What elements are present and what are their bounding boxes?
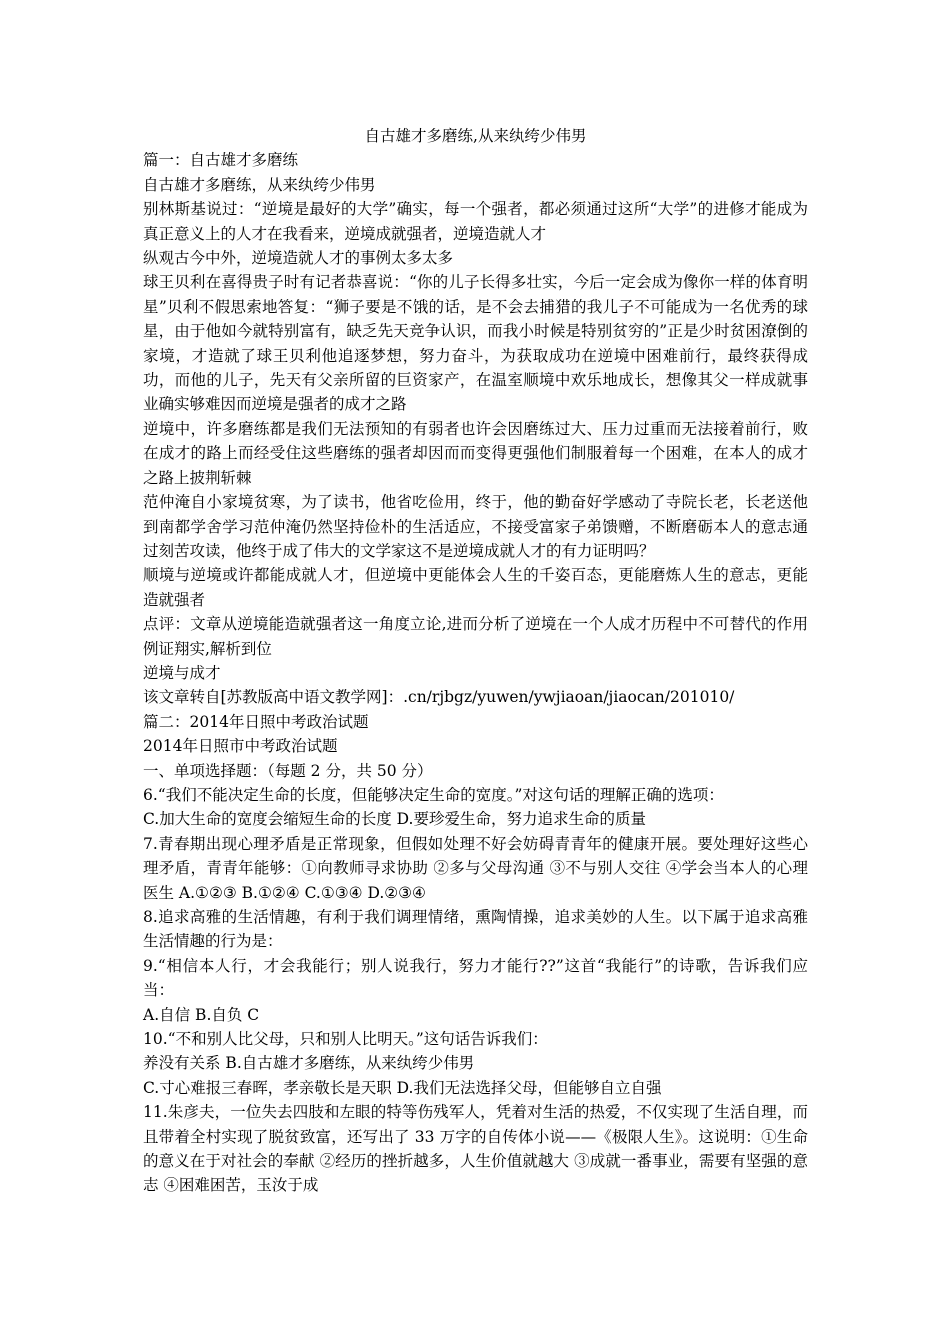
paragraph: 逆境中，许多磨练都是我们无法预知的有弱者也许会因磨练过大、压力过重而无法接着前行，败在成才的路上而经受住这些磨练的强者却因而而变得更强他们制服着每一个困难，在本人的成才之路上披荆斩棘 [143, 419, 808, 487]
question-option: C.寸心难报三春晖，孝亲敬长是天职 D.我们无法选择父母，但能够自立自强 [143, 1078, 662, 1097]
paragraph: 范仲淹自小家境贫寒，为了读书，他省吃俭用，终于，他的勤奋好学感动了寺院长老，长老送他到南都学舍学习范仲淹仍然坚持俭朴的生活适应，不接受富家子弟馈赠，不断磨砺本人的意志通过刻苦攻读，他终于成了伟大的文学家这不是逆境成就人才的有力证明吗？ [143, 493, 808, 560]
question: 7.青春期出现心理矛盾是正常现象，但假如处理不好会妨碍青青年的健康开展。要处理好这些心理矛盾，青青年能够：①向教师寻求协助 ②多与父母沟通 ③不与别人交往 ④学会当本人的心理医生 A.①②③ B.①②④ C.①③④ D.②③④ [143, 834, 808, 902]
question-option: C.加大生命的宽度会缩短生命的长度 D.要珍爱生命，努力追求生命的质量 [143, 810, 646, 829]
document-title: 自古雄才多磨练,从来纨绔少伟男 [364, 127, 587, 145]
paragraph: 球王贝利在喜得贵子时有记者恭喜说：“你的儿子长得多壮实，今后一定会成为像你一样的体育明星”贝利不假思索地答复：“狮子要是不饿的话，是不会去捕猎的我儿子不可能成为一名优秀的球星，由于他如今就特别富有，缺乏先天竞争认识，而我小时候是特别贫穷的”正是少时贫困潦倒的家境，才造就了球王贝利他追逐梦想，努力奋斗，为获取成功在逆境中困难前行，最终获得成功，而他的儿子，先天有父亲所留的巨资家产，在温室顺境中欢乐地成长，想像其父一样成就事业确实够难因而逆境是强者的成才之路 [143, 273, 808, 414]
question-option: A.自信 B.自负 C [143, 1005, 260, 1024]
paragraph: 纵观古今中外，逆境造就人才的事例太多太多 [143, 249, 454, 268]
question: 10.“不和别人比父母，只和别人比明天。”这句话告诉我们： [143, 1030, 548, 1049]
question: 9.“相信本人行，才会我能行；别人说我行，努力才能行??”这首“我能行”的诗歌，告诉我们应当： [143, 956, 808, 1000]
paragraph: 一、单项选择题：（每题 2 分，共 50 分） [143, 761, 433, 780]
paragraph: 别林斯基说过：“逆境是最好的大学”确实，每一个强者，都必须通过这所“大学”的进修才能成为真正意义上的人才在我看来，逆境成就强者，逆境造就人才 [143, 200, 808, 243]
question: 11.朱彦夫，一位失去四肢和左眼的特等伤残军人，凭着对生活的热爱，不仅实现了生活自理，而且带着全村实现了脱贫致富，还写出了 33 万字的自传体小说——《极限人生》。这说明：①生命的意义在于对社会的奉献 ②经历的挫折越多，人生价值就越大 ③成就一番事业，需要有坚强的意志 ④困难困苦，玉汝于成 [143, 1103, 808, 1195]
paragraph: 2014年日照市中考政治试题 [143, 737, 338, 756]
paragraph: 自古雄才多磨练，从来纨绔少伟男 [143, 175, 376, 194]
question-option: 养没有关系 B.自古雄才多磨练，从来纨绔少伟男 [143, 1054, 475, 1073]
section-heading: 篇二：2014年日照中考政治试题 [143, 712, 369, 731]
paragraph: 篇一：自古雄才多磨练 [143, 151, 299, 170]
question: 8.追求高雅的生活情趣，有利于我们调理情绪，熏陶情操，追求美妙的人生。以下属于追求高雅生活情趣的行为是： [143, 908, 808, 951]
paragraph: 逆境与成才 [143, 663, 221, 682]
paragraph: 该文章转自[苏教版高中语文教学网]：.cn/rjbgz/yuwen/ywjiaoan/jiaocan/201010/ [143, 688, 735, 707]
question: 6.“我们不能决定生命的长度，但能够决定生命的宽度。”对这句话的理解正确的选项： [143, 785, 724, 804]
document-page [143, 124, 808, 1198]
paragraph: 顺境与逆境或许都能成就人才，但逆境中更能体会人生的千姿百态，更能磨炼人生的意志，更能造就强者 [143, 566, 808, 609]
paragraph: 点评：文章从逆境能造就强者这一角度立论,进而分析了逆境在一个人成才历程中不可替代的作用例证翔实,解析到位 [143, 615, 808, 658]
